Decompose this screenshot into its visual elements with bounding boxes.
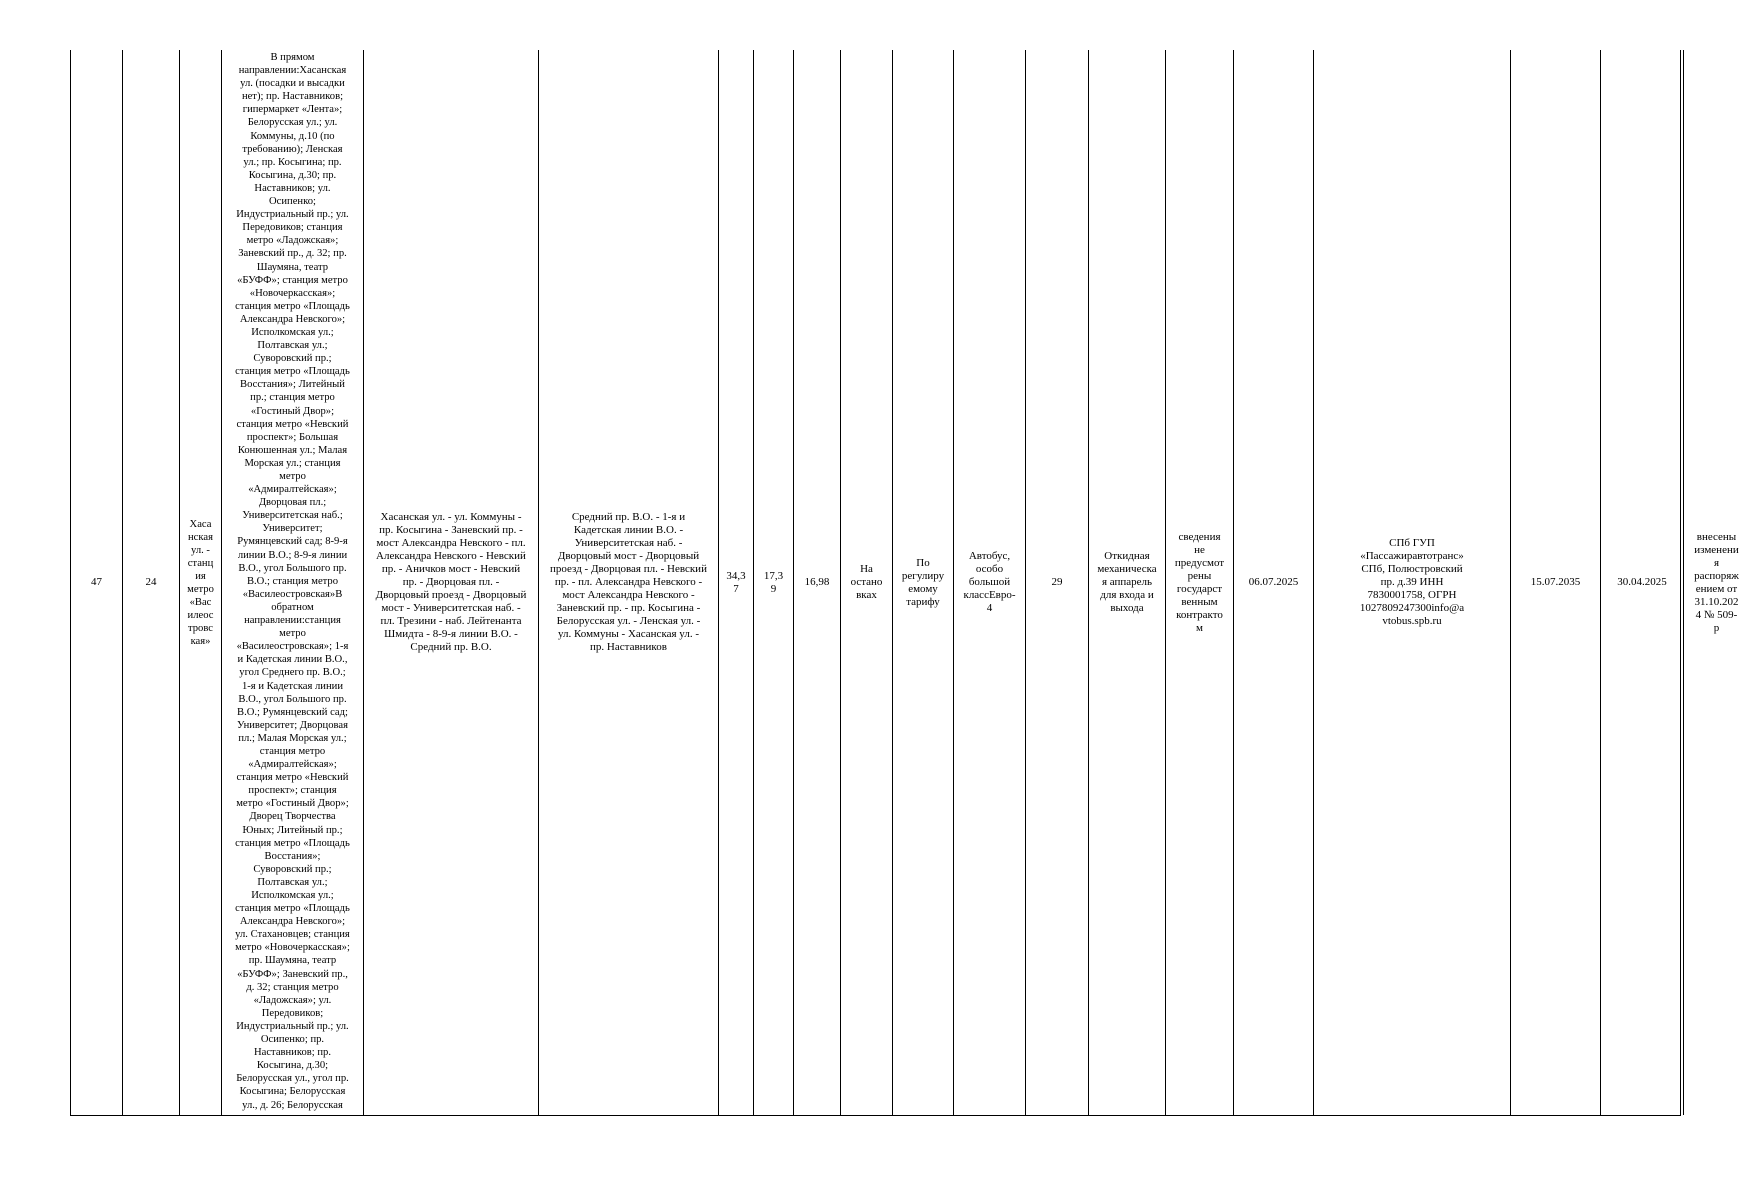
cell-stops-list: В прямом направлении:Хасанская ул. (посадки и высадки нет); пр. Наставников; гипермаркет «Лента»; Белорусская ул.; ул. Коммуны, д.10 (по требованию); Ленская ул.; пр. Косыгина; пр. Косыгина, д.30; пр. Наставников; ул. Осипенко; Индустриальный пр.; ул. Передовиков; станция метро «Ладожская»; Заневский пр., д. 32; пр. Шаумяна, театр «БУФФ»; станция метро «Новочеркасская»; станция метро «Площадь Александра Невского»; Исполкомская ул.; Полтавская ул.; Суворовский пр.; станция метро «Площадь Восстания»; Литейный пр.; станция метро «Гостиный Двор»; станция метро «Невский проспект»; Большая Конюшенная ул.; Малая Морская ул.; станция метро «Адмиралтейская»; Дворцовая пл.; Университетская наб.; Университет; Румянцевский сад; 8-9-я линии В.О.; 8-9-я линии В.О., угол Большого пр. В.О.; станция метро «Василеостровская»В обратном направлении:станция метро «Василеостровская»; 1-я и Кадетская линии В.О., угол Среднего пр. В.О.; 1-я и Кадетская линии В.О., угол Большого пр. В.О.; Румянцевский сад; Университет; Дворцовая пл.; Малая Морская ул.; станция метро «Адмиралтейская»; станция метро «Невский проспект»; станция метро «Гостиный Двор»; Дворец Творчества Юных; Литейный пр.; станция метро «Площадь Восстания»; Суворовский пр.; Полтавская ул.; Исполкомская ул.; станция метро «Площадь Александра Невского»; ул. Стахановцев; станция метро «Новочеркасская»; пр. Шаумяна, театр «БУФФ»; Заневский пр., д. 32; станция метро «Ладожская»; ул. Передовиков; Индустриальный пр.; ул. Осипенко; пр. Наставников; пр. Косыгина, д.30; Белорусская ул., угол пр. Косыгина; Белорусская ул., д. 26; Белорусская bbox=[221, 50, 363, 1115]
cell-route-name: Хаса нская ул. - станц ия метро «Вас илеос тровс кая» bbox=[179, 50, 221, 1115]
cell-streets-forward: Хасанская ул. - ул. Коммуны - пр. Косыгина - Заневский пр. - мост Александра Невского - пл. Александра Невского - Невский пр. - Аничков мост - Невский пр. - Дворцовая пл. - Дворцовый проезд - Дворцовый мост - Университетская наб. - пл. Трезини - наб. Лейтенанта Шмидта - 8-9-я линии В.О. - Средний пр. В.О. bbox=[363, 50, 538, 1115]
cell-note: внесены изменени я распоряж ением от 31.10.202 4 № 509- р bbox=[1683, 50, 1749, 1115]
cell-stop-order: На остано вках bbox=[840, 50, 892, 1115]
cell-contract-info: сведения не предусмот рены государст венным контракто м bbox=[1165, 50, 1233, 1115]
cell-route-number: 24 bbox=[122, 50, 179, 1115]
table-right-border bbox=[1680, 50, 1681, 1115]
cell-length-forward: 17,3 9 bbox=[753, 50, 793, 1115]
cell-start-date: 06.07.2025 bbox=[1233, 50, 1313, 1115]
cell-vehicle: Автобус, особо большой классЕвро- 4 bbox=[953, 50, 1025, 1115]
cell-streets-back: Средний пр. В.О. - 1-я и Кадетская линии В.О. - Университетская наб. - Дворцовый мост - Дворцовый проезд - Дворцовая пл. - Невский пр. - пл. Александра Невского - мост Александра Невского - Заневский пр. - пр. Косыгина - Белорусская ул. - Ленская ул. - ул. Коммуны - Хасанская ул. - пр. Наставников bbox=[538, 50, 718, 1115]
cell-end-date: 15.07.2035 bbox=[1510, 50, 1600, 1115]
table-bottom-border bbox=[70, 1115, 1681, 1116]
cell-length-total: 34,3 7 bbox=[718, 50, 753, 1115]
cell-length-back: 16,98 bbox=[793, 50, 840, 1115]
cell-vehicle-count: 29 bbox=[1025, 50, 1088, 1115]
cell-carrier: СПб ГУП «Пассажиравтотранс» СПб, Полюстровский пр. д.39 ИНН 7830001758, ОГРН 1027809247300info@a vtobus.spb.ru bbox=[1313, 50, 1510, 1115]
cell-change-date: 30.04.2025 bbox=[1600, 50, 1683, 1115]
table-row bbox=[70, 50, 1739, 1115]
cell-ramp: Откидная механическа я аппарель для входа и выхода bbox=[1088, 50, 1165, 1115]
cell-row-number: 47 bbox=[70, 50, 122, 1115]
cell-tariff: По регулиру емому тарифу bbox=[892, 50, 953, 1115]
